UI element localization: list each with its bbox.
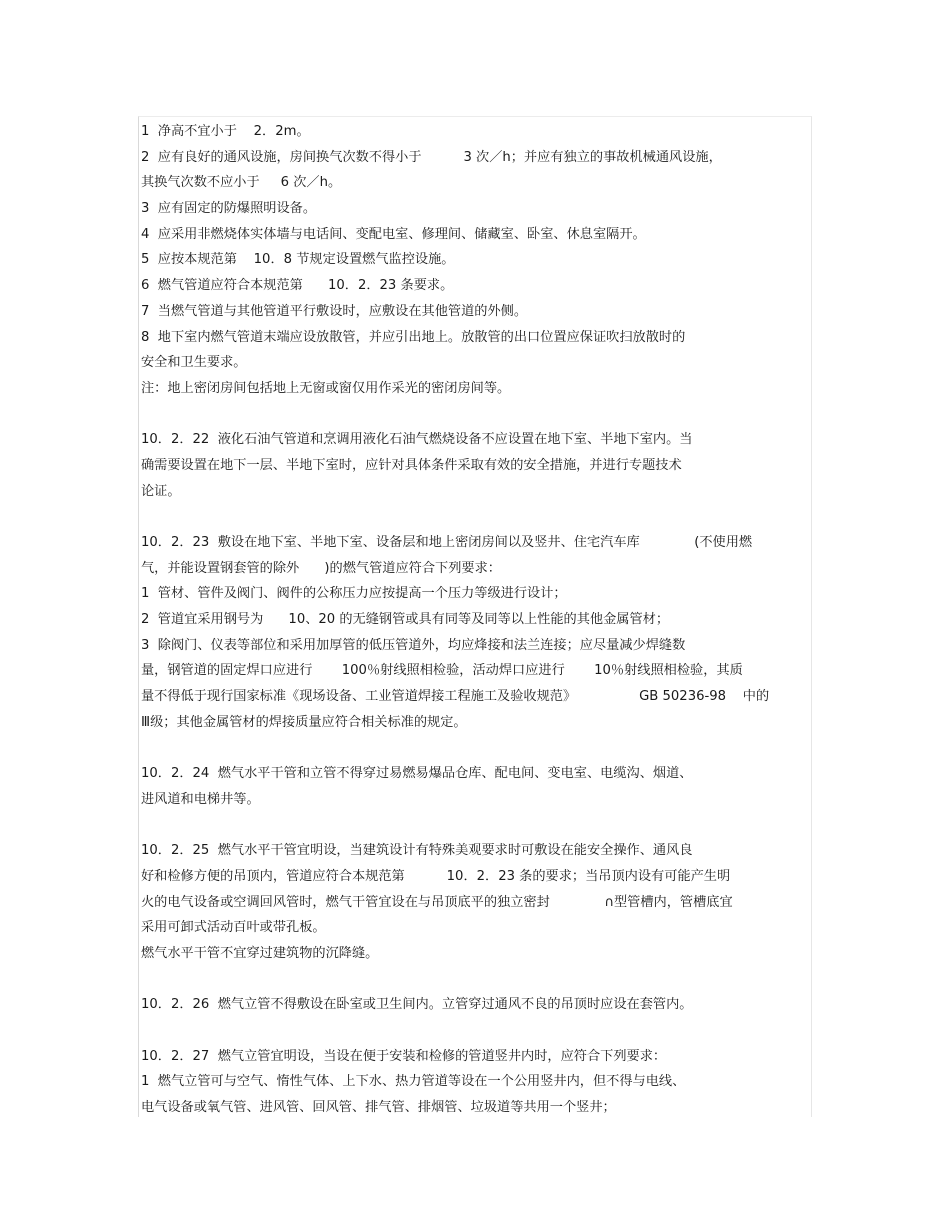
text-line: 采用可卸式活动百叶或带孔板。 xyxy=(141,920,326,936)
text-line: 10．2．23 敷设在地下室、半地下室、设备层和地上密闭房间以及竖井、住宅汽车库 (不使用燃 xyxy=(141,535,753,550)
blank-line xyxy=(141,402,809,428)
text-line: 量不得低于现行国家标准《现场设备、工业管道焊接工程施工及验收规范》 GB 50236-98 中的 xyxy=(141,689,770,705)
blank-line xyxy=(141,967,809,993)
text-line: 安全和卫生要求。 xyxy=(141,355,247,371)
text-line: 6 燃气管道应符合本规范第 10．2．23 条要求。 xyxy=(141,278,454,294)
text-line: 1 管材、管件及阀门、阀件的公称压力应按提高一个压力等级进行设计； xyxy=(141,586,567,602)
text-line: 量，钢管道的固定焊口应进行 100％射线照相检验，活动焊口应进行 10％射线照相检验，其质 xyxy=(141,663,743,679)
text-line: 5 应按本规范第 10．8 节规定设置燃气监控设施。 xyxy=(141,252,455,268)
text-line: 注：地上密闭房间包括地上无窗或窗仅用作采光的密闭房间等。 xyxy=(141,380,511,396)
blank-line xyxy=(141,504,809,530)
text-line: 1 燃气立管可与空气、惰性气体、上下水、热力管道等设在一个公用竖井内，但不得与电线、 xyxy=(141,1074,686,1090)
text-line: 4 应采用非燃烧体实体墙与电话间、变配电室、修理间、储藏室、卧室、休息室隔开。 xyxy=(141,226,646,242)
text-line: 8 地下室内燃气管道末端应设放散管，并应引出地上。放散管的出口位置应保证吹扫放散时的 xyxy=(141,329,686,345)
text-line: 10．2．24 燃气水平干管和立管不得穿过易燃易爆品仓库、配电间、变电室、电缆沟、烟道、 xyxy=(141,766,693,782)
blank-line xyxy=(141,736,809,762)
text-line: 3 应有固定的防爆照明设备。 xyxy=(141,201,317,217)
text-line: 10．2．27 燃气立管宜明设，当设在便于安装和检修的管道竖井内时，应符合下列要求： xyxy=(141,1048,667,1064)
document-body xyxy=(141,119,809,1121)
text-line: 进风道和电梯井等。 xyxy=(141,791,260,807)
text-line: 确需要设置在地下一层、半地下室时，应针对具体条件采取有效的安全措施，并进行专题技术 xyxy=(141,457,682,473)
text-line: 电气设备或氧气管、进风管、回风管、排气管、排烟管、垃圾道等共用一个竖井； xyxy=(141,1100,616,1116)
blank-line xyxy=(141,813,809,839)
text-line: 气，并能设置钢套管的除外 )的燃气管道应符合下列要求： xyxy=(141,560,501,576)
text-line: Ⅲ级；其他金属管材的焊接质量应符合相关标准的规定。 xyxy=(141,714,467,730)
text-line: 7 当燃气管道与其他管道平行敷设时，应敷设在其他管道的外侧。 xyxy=(141,303,528,319)
text-line: 其换气次数不应小于 6 次／h。 xyxy=(141,175,342,191)
text-line: 3 除阀门、仪表等部位和采用加厚管的低压管道外，均应烽接和法兰连接；应尽量减少焊缝数 xyxy=(141,637,686,653)
text-line: 火的电气设备或空调回风管时，燃气干管宜设在与吊顶底平的独立密封 ∩型管槽内，管槽底宜 xyxy=(141,894,733,910)
text-line: 燃气水平干管不宜穿过建筑物的沉降缝。 xyxy=(141,946,379,961)
text-line: 10．2．22 液化石油气管道和烹调用液化石油气燃烧设备不应设置在地下室、半地下室内。当 xyxy=(141,432,693,448)
text-line: 10．2．25 燃气水平干管宜明设，当建筑设计有特殊美观要求时可敷设在能安全操作、通风良 xyxy=(141,843,693,859)
blank-line xyxy=(141,1018,809,1044)
text-line: 10．2．26 燃气立管不得敷设在卧室或卫生间内。立管穿过通风不良的吊顶时应设在套管内。 xyxy=(141,997,693,1013)
text-line: 2 管道宜采用钢号为 10、20 的无缝钢管或具有同等及同等以上性能的其他金属管材； xyxy=(141,612,670,628)
text-line: 好和检修方便的吊顶内，管道应符合本规范第 10．2．23 条的要求；当吊顶内设有可能产生明 xyxy=(141,868,731,884)
text-line: 1 净高不宜小于 2．2m。 xyxy=(141,124,310,139)
text-line: 2 应有良好的通风设施，房间换气次数不得小于 3 次／h；并应有独立的事故机械通风设施， xyxy=(141,149,722,165)
text-line: 论证。 xyxy=(141,483,181,499)
